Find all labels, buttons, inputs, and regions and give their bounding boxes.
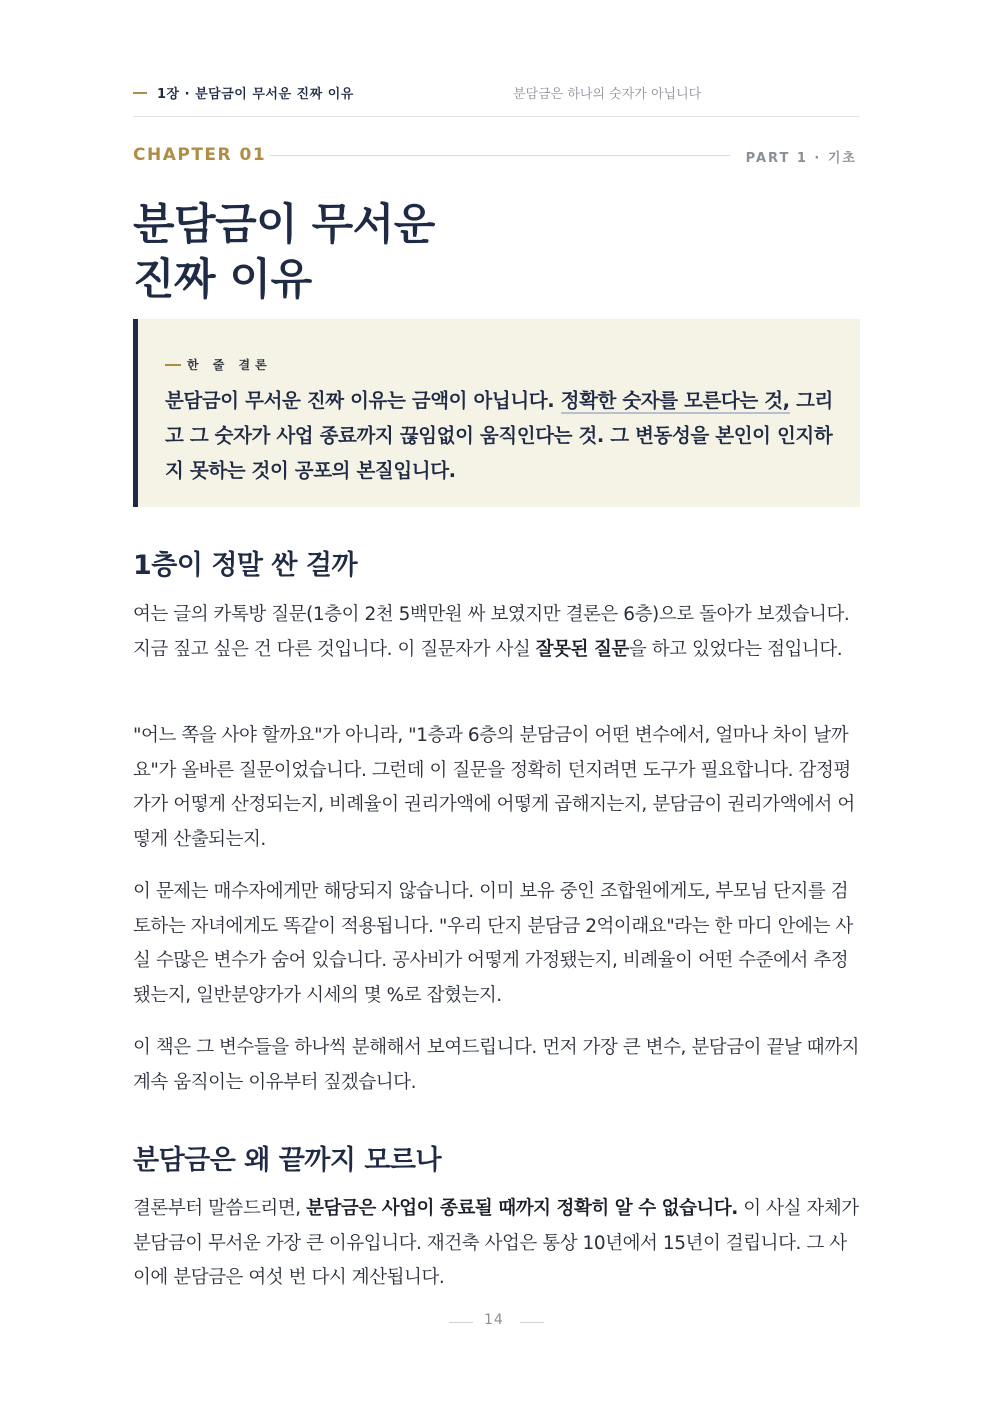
header-accent-dash: [133, 92, 147, 94]
paragraph: [133, 1192, 860, 1296]
chapter-title-line-1: 분담금이 무서운: [133, 200, 435, 250]
chapter-divider: [270, 155, 730, 156]
paragraph-text: 여는 글의 카톡방 질문(1층이 2천 5백만원 싸 보였지만 결론은 6층)으로 돌아가 보겠습니다. 지금 짚고 싶은 건 다른 것입니다. 이 질문자가 사실: [133, 604, 850, 660]
summary-text: [165, 383, 835, 488]
summary-callout: [133, 319, 860, 507]
page-number: 14: [484, 1312, 504, 1328]
section-heading-2: 분담금은 왜 끝까지 모르나: [133, 1145, 442, 1176]
footer-rule-left: [449, 1322, 473, 1323]
paragraph: 이 책은 그 변수들을 하나씩 분해해서 보여드립니다. 먼저 가장 큰 변수, 분담금이 끝날 때까지 계속 움직이는 이유부터 짚겠습니다.: [133, 1037, 860, 1093]
callout-accent-bar: [133, 319, 138, 507]
running-header: [133, 82, 860, 104]
page-footer: [133, 1312, 860, 1332]
running-header-book-title: 분담금은 하나의 숫자가 아닙니다: [513, 87, 702, 102]
paragraph: [133, 598, 860, 667]
paragraph: 이 문제는 매수자에게만 해당되지 않습니다. 이미 보유 중인 조합원에게도, 부모님 단지를 검토하는 자녀에게도 똑같이 적용됩니다. "우리 단지 분담금 2억이래요"라는 한 마디 안에는 사실 수많은 변수가 숨어 있습니다. 공사비가 어떻게 가정됐는지, 비례율이 어떤 수준에서 추정됐는지, 일반분양가가 시세의 몇 %로 잡혔는지.: [133, 881, 853, 1006]
bold-phrase: 잘못된 질문: [535, 638, 629, 660]
summary-text-intro: 분담금이 무서운 진짜 이유는 금액이 아닙니다.: [165, 389, 561, 412]
chapter-row: [133, 145, 860, 167]
summary-text-rest: 그리고 그 숫자가 사업 종료까지 끊임없이 움직인다는 것. 그 변동성을 본인이 인지하지 못하는 것이 공포의 본질입니다.: [165, 389, 833, 482]
header-divider: [133, 116, 860, 117]
summary-tag: [165, 354, 272, 373]
chapter-title: [133, 198, 860, 308]
running-header-chapter-title: 1장 · 분담금이 무서운 진짜 이유: [157, 87, 354, 102]
section-heading-1: 1층이 정말 싼 걸까: [133, 550, 358, 581]
tag-accent-dash: [165, 364, 181, 366]
bold-phrase: 분담금은 사업이 종료될 때까지 정확히 알 수 없습니다.: [306, 1198, 738, 1219]
chapter-label: CHAPTER 01: [133, 145, 267, 165]
summary-tag-label: 한 줄 결론: [187, 358, 272, 372]
footer-rule-right: [520, 1322, 544, 1323]
paragraph-text: 이 사실 자체가 분담금이 무서운 가장 큰 이유입니다. 재건축 사업은 통상 10년에서 15년이 걸립니다. 그 사이에 분담금은 여섯 번 다시 계산됩니다.: [133, 1198, 859, 1288]
paragraph-text: 결론부터 말씀드리면,: [133, 1198, 307, 1219]
part-label: PART 1 · 기초: [745, 151, 857, 166]
chapter-title-line-2: 진짜 이유: [133, 255, 312, 305]
paragraph-text: 을 하고 있었다는 점입니다.: [628, 638, 843, 660]
paragraph: "어느 쪽을 사야 할까요"가 아니라, "1층과 6층의 분담금이 어떤 변수에서, 얼마나 차이 날까요"가 올바른 질문이었습니다. 그런데 이 질문을 정확히 던지려면 도구가 필요합니다. 감정평가가 어떻게 산정되는지, 비례율이 권리가액에 어떻게 곱해지는지, 분담금이 권리가액에서 어떻게 산출되는지.: [133, 725, 855, 850]
summary-text-highlight: 정확한 숫자를 모른다는 것,: [560, 389, 790, 412]
